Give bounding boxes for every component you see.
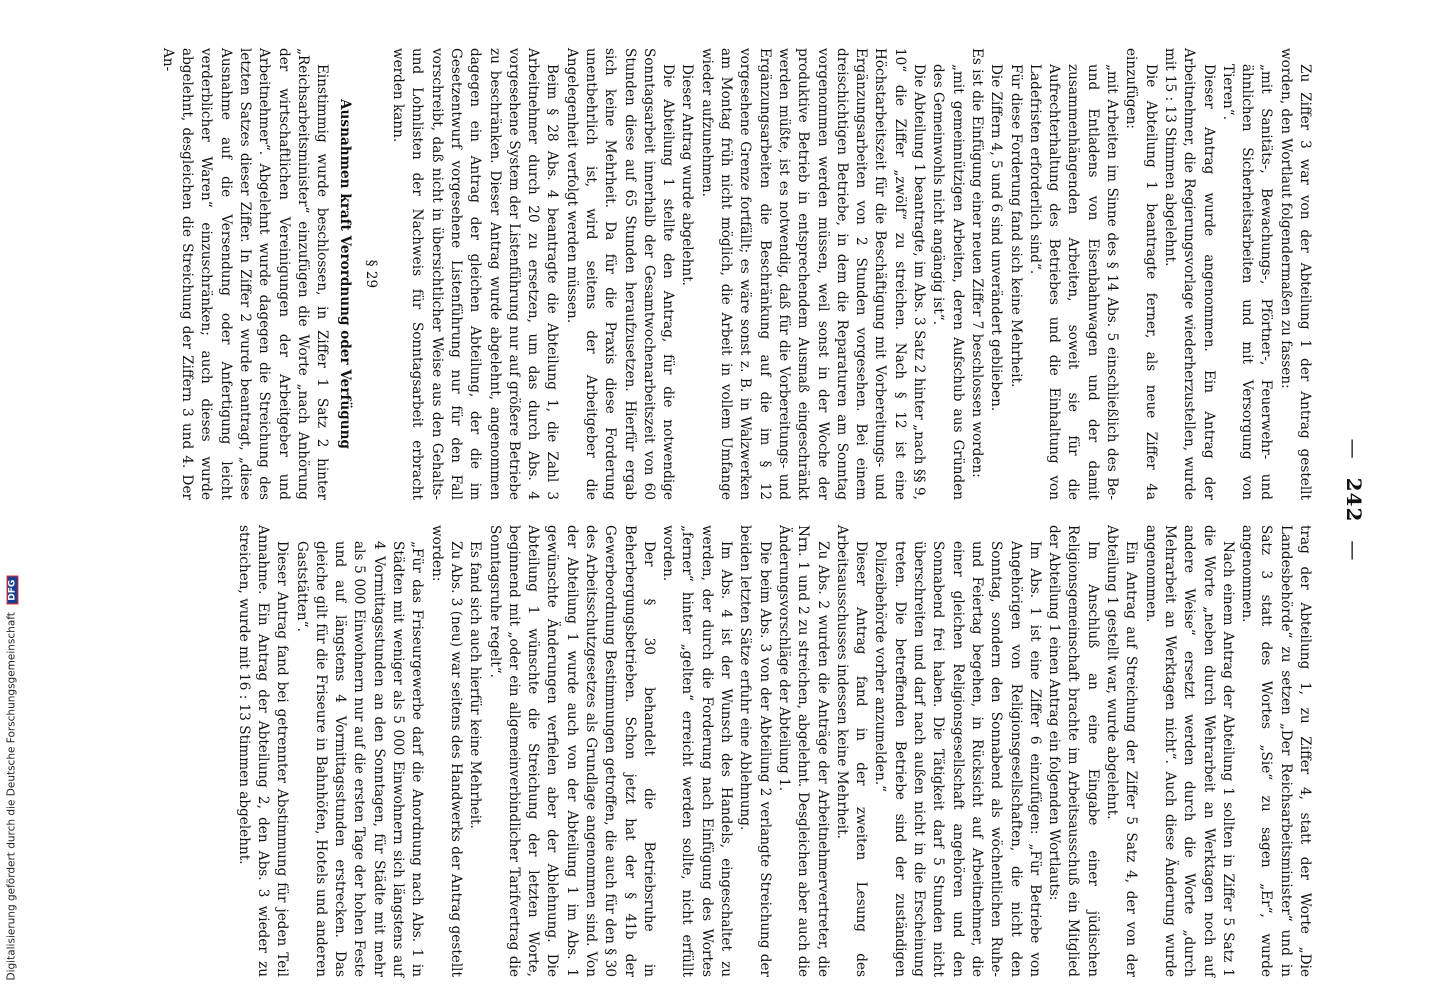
paragraph: Einstimmig wurde beschlossen, in Ziffer 1 Satz 2 hinter „Reichsarbeitsminister“ einzufügen die Worte „nach Anhörung der wirtschaftlichen Vereinigungen der Arbeitgeber und Arbeitnehmer“. Abgelehnt wurde dagegen die Streichung des letzten Satzes dieser Ziffer. In Ziffer 2 wurde beantragt, „diese Ausnahme auf die Versendung oder Anfertigung leicht verderblicher Waren“ einzuschränken; auch dieses wurde abgelehnt, desgleichen die Streichung der Ziffern 3 und 4. Der An- <box>159 48 331 500</box>
digitization-credit <box>2 4 16 994</box>
paragraph: Die beim Abs. 3 von der Abteilung 2 verlangte Streichung der beiden letzten Sätze erfuhr eine Ablehnung. <box>737 525 773 977</box>
header-dash-left: — <box>1342 438 1366 460</box>
paragraph: Für diese Forderung fand sich keine Mehrheit. <box>1007 64 1024 388</box>
paragraph: Die Abteilung 1 stellte den Antrag, für die notwendige Sonntagsarbeit innerhalb der Gesamtwochenarbeitszeit von 60 Stunden diese auf 65 Stunden heraufzusetzen. Hierfür ergab sich keine Mehrheit. Da für die Praxis diese Forderung unentbehrlich ist, wird seitens der Arbeitgeber die Angelegenheit verfolgt werden müssen. <box>563 48 677 500</box>
header-dash-right: — <box>1342 540 1366 562</box>
paragraph: Zu Ziffer 3 war von der Abteilung 1 der Antrag gestellt worden, den Wortlaut folgendermaßen zu fassen: <box>1277 48 1313 500</box>
section-number: § 29 <box>362 259 379 289</box>
right-column <box>233 525 1314 977</box>
paragraph: Dieser Antrag fand in der zweiten Lesung des Arbeitsausschusses indessen keine Mehrheit. <box>833 525 870 977</box>
paragraph: Die Ziffern 4, 5 und 6 sind unverändert geblieben. <box>988 64 1005 412</box>
paragraph: Nach einem Antrag der Abteilung 1 sollten in Ziffer 5 Satz 1 die Worte „neben durch Wehrarbeit an Werktagen noch auf andere Weise“ ersetzt werden durch die Worte „durch Mehrarbeit an Werktagen nicht“. Auch diese Änderung wurde angenommen. <box>1142 525 1236 977</box>
paragraph: Die Abteilung 1 beantragte ferner, als neue Ziffer 4a einzufügen: <box>1123 48 1159 500</box>
paragraph: Im Abs. 4 ist der Wunsch des Handels, eingeschaltet zu werden, der durch die Forderung nach Einfügung des Wortes „ferner“ hinter „gelten“ erreicht werden sollte, nicht erfüllt worden. <box>660 525 735 977</box>
paragraph: Zu Abs. 2 wurden die Anträge der Arbeitnehmervertreter, die Nrn. 1 und 2 zu streichen, abgelehnt. Desgleichen aber auch die Änderungsvorschläge der Abteilung 1. <box>775 525 831 977</box>
credit-text: Digitalisierung gefördert durch die Deutsche Forschungsgemeinschaft <box>5 612 18 981</box>
quoted-text: Im Abs. 1 ist eine Ziffer 6 einzufügen: „Für Betriebe von Angehörigen von Religionsgesellschaften, die nicht den Sonntag, sondern den Sonnabend als wöchentlichen Ruhe- und Feiertag begehen, in Rücksicht auf Arbeitnehmer, die einer gleichen Religionsgesellschaft angehören und den Sonnabend frei haben. Die Tätigkeit darf 5 Stunden nicht überschreiten und darf nach außen nicht in die Erscheinung treten. Die betreffenden Betriebe sind der zuständigen Polizeibehörde vorher anzumelden.“ <box>872 541 1043 977</box>
paragraph: trag der Abteilung 1, zu Ziffer 4, statt der Worte „Die Landesbehörde“ zu setzen „Der Reichsarbeitsminister“ und in Satz 3 statt des Wortes „Sie“ zu sagen „Er“, wurde angenommen. <box>1239 525 1313 977</box>
quoted-text: „mit gemeinnützigen Arbeiten, deren Aufschub aus Gründen des Gemeinwohls nicht angängig ist“. <box>930 64 966 500</box>
section-heading: Ausnahmen kraft Verordnung oder Verfügung <box>337 98 354 450</box>
left-column <box>157 48 1314 500</box>
page-header <box>1342 0 1366 1000</box>
page-number: 242 <box>1342 477 1366 523</box>
paragraph: Die Abteilung 1 beantragte, im Abs. 3 Satz 2 hinter „nach §§ 9, 10“ die Ziffer „zwölf“ zu streichen. Nach § 12 ist eine Höchstarbeitszeit für die Beschäftigung mit Vorbereitungs- und Ergänzungsarbeiten von 2 Stunden vorgesehen. Bei einem dreischichtigen Betriebe, in dem die Reparaturen am Sonntag vorgenommen werden müssen, weil sonst in der Woche der produktive Betrieb in entsprechendem Ausmaß eingeschränkt werden müßte, ist es notwendig, daß für die Vorbereitungs- und Ergänzungsarbeiten die Beschränkung auf die im § 12 vorgesehene Grenze fortfällt; es wäre sonst z. B. in Walzwerken am Montag früh nicht möglich, die Arbeit in vollem Umfange wieder aufzunehmen. <box>698 48 928 500</box>
quoted-text: „mit Arbeiten im Sinne des § 14 Abs. 5 einschließlich des Be- und Entladens von Eisenbahnwagen und der damit zusammenhängenden Arbeiten, soweit sie für die Aufrechterhaltung des Betriebes und die Einhaltung von Ladefristen erforderlich sind“. <box>1026 64 1121 500</box>
paragraph: Es fand sich auch hierfür keine Mehrheit. <box>467 541 484 829</box>
paragraph: Ein Antrag auf Streichung der Ziffer 5 Satz 4, der von der Abteilung 1 gestellt war, wurde abgelehnt. <box>1104 525 1140 977</box>
dfg-logo: DFG <box>7 576 19 605</box>
paragraph: Es ist die Einfügung einer neuen Ziffer 7 beschlossen worden: <box>968 48 985 478</box>
paragraph: Beim § 28 Abs. 4 beantragte die Abteilung 1, die Zahl 3 Arbeitnehmer durch 20 zu ersetzen, um das durch Abs. 4 vorgesehene System der Listenführung nur auf größere Betriebe zu beschränken. Dieser Antrag wurde abgelehnt, angenommen dagegen ein Antrag der gleichen Abteilung, der die im Gesetzentwurf vorgesehene Listenführung nur für den Fall vorschreibt, daß nicht in übersichtlicher Weise aus den Gehalts- und Lohnlisten der Nachweis für Sonntagsarbeit erbracht werden kann. <box>390 48 561 500</box>
paragraph: Dieser Antrag wurde angenommen. Ein Antrag der Arbeitnehmer, die Regierungsvorlage wiederherzustellen, wurde mit 15 : 13 Stimmen abgelehnt. <box>1161 48 1217 500</box>
quoted-text: „Für das Friseurgewerbe darf die Anordnung nach Abs. 1 in Städten mit weniger als 5 000 Einwohnern sich längstens auf 4 Vormittagsstunden an den Sonntagen, für Städte mit mehr als 5 000 Einwohnern nur auf die ersten Tage der hohen Feste und auf längstens 4 Vormittagsstunden erstrecken. Das gleiche gilt für die Friseure in Bahnhöfen, Hotels und anderen Gaststätten“. <box>293 541 426 977</box>
paragraph: Im Anschluß an eine Eingabe einer jüdischen Religionsgemeinschaft brachte im Arbeitsausschuß ein Mitglied der Abteilung 1 einen Antrag ein folgenden Wortlauts: <box>1046 525 1101 977</box>
paragraph: Zu Abs. 3 (neu) war seitens des Handwerks der Antrag gestellt worden: <box>428 525 464 977</box>
paragraph: Der § 30 behandelt die Betriebsruhe in Beherbergungsbetrieben. Schon jetzt hat der § 41b der Gewerbeordnung Bestimmungen getroffen, die auch für den § 30 des Arbeitsschutzgesetzes als Grundlage angenommen sind. Von der Abteilung 1 wurde auch von der Abteilung 1 im Abs. 1 gewünschte Änderungen verfielen aber der Ablehnung. Die Abteilung 1 wünschte die Streichung der letzten Worte, beginnend mit „oder ein allgemeinverbindlicher Tarifvertrag die Sonntagsruhe regelt“. <box>486 525 657 977</box>
paragraph: Dieser Antrag fand bei getrennter Abstimmung für jeden Teil Annahme. Ein Antrag der Abteilung 2, den Abs. 3 wieder zu streichen, wurde mit 16 : 13 Stimmen abgelehnt. <box>235 525 291 977</box>
paragraph: Dieser Antrag wurde abgelehnt. <box>679 64 696 286</box>
quoted-text: „mit Sanitäts-, Bewachungs-, Pförtner-, Feuerwehr- und ähnlichen Sicherheitsarbeiten und mit Versorgung von Tieren“. <box>1219 64 1275 500</box>
